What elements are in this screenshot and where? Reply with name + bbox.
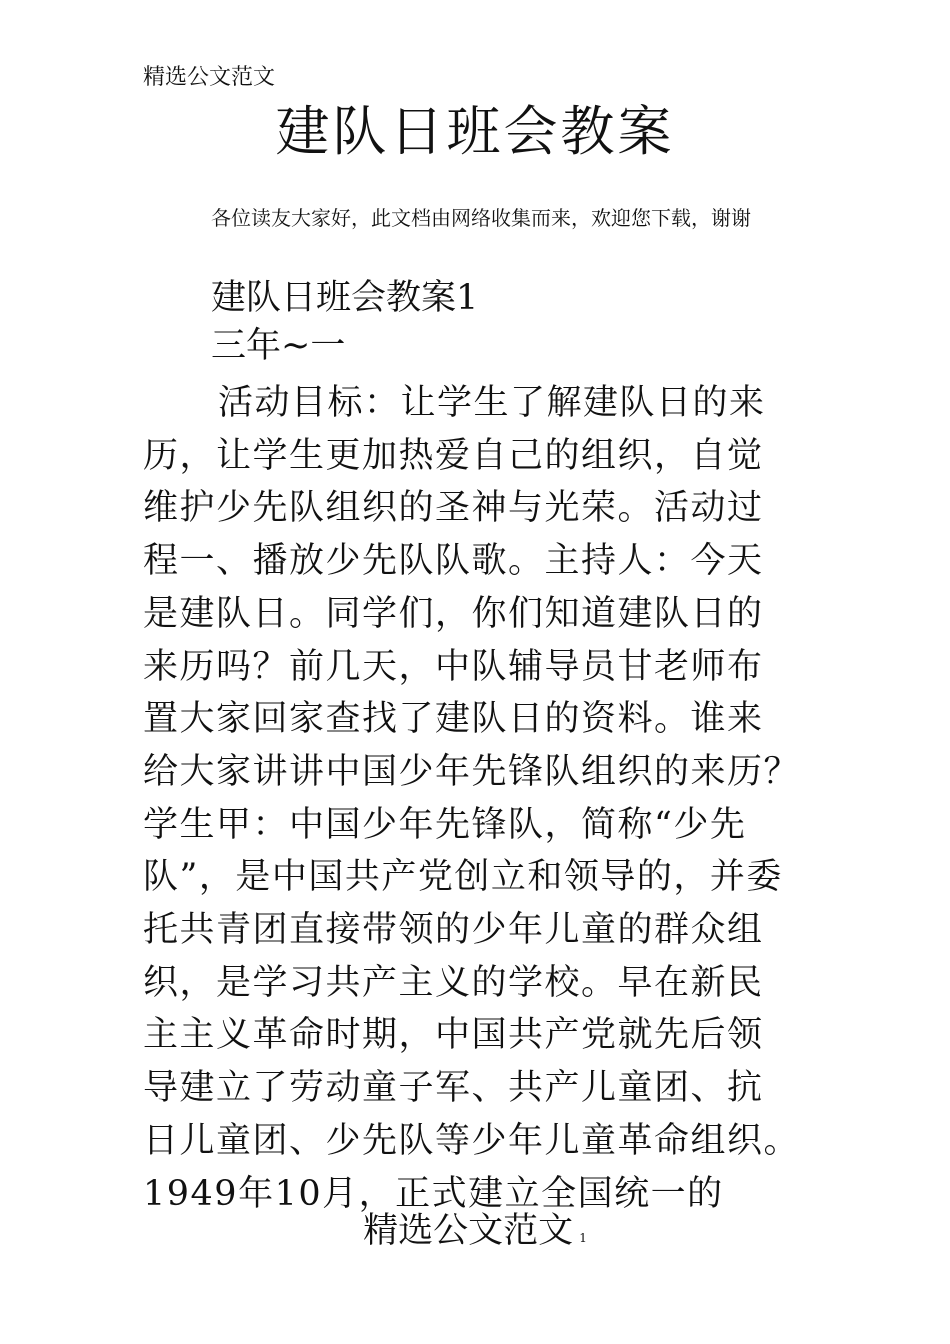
greeting-text: 各位读友大家好，此文档由网络收集而来，欢迎您下载，谢谢 [211,206,751,230]
body-line: 是建队日。同学们，你们知道建队日的 [143,593,764,634]
body-line: 托共青团直接带领的少年儿童的群众组 [143,910,764,951]
footer [0,1207,950,1262]
body-line: 历，让学生更加热爱自己的组织，自觉 [143,435,764,476]
body-line: 来历吗？前几天，中队辅导员甘老师布 [143,646,764,687]
body-line: 主主义革命时期，中国共产党就先后领 [143,1015,764,1056]
body-text [143,377,843,1220]
body-line: 日儿童团、少先队等少年儿童革命组织。 [143,1120,801,1161]
body-line: 队”，是中国共产党创立和领导的，并委 [143,857,783,898]
body-line: 维护少先队组织的圣神与光荣。活动过 [143,488,764,529]
page-number: 1 [579,1231,587,1245]
body-line: 1949年10月，正式建立全国统一的 [143,1173,724,1214]
body-line: 给大家讲讲中国少年先锋队组织的来历？ [143,751,801,792]
class-line: 三年~一 [211,326,346,366]
body-line: 导建立了劳动童子军、共产儿童团、抗 [143,1068,764,1109]
footer-label: 精选公文范文 [363,1211,574,1251]
body-line: 程一、播放少先队队歌。主持人：今天 [143,541,764,582]
body-line: 置大家回家查找了建队日的资料。谁来 [143,699,764,740]
section-heading: 建队日班会教案1 [211,278,479,318]
body-line: 织，是学习共产主义的学校。早在新民 [143,962,764,1003]
body-line: 学生甲：中国少年先锋队，简称“少先 [143,804,747,845]
header-label: 精选公文范文 [143,65,276,90]
body-line: 活动目标：让学生了解建队日的来 [218,383,766,423]
document-title: 建队日班会教案 [275,100,675,163]
